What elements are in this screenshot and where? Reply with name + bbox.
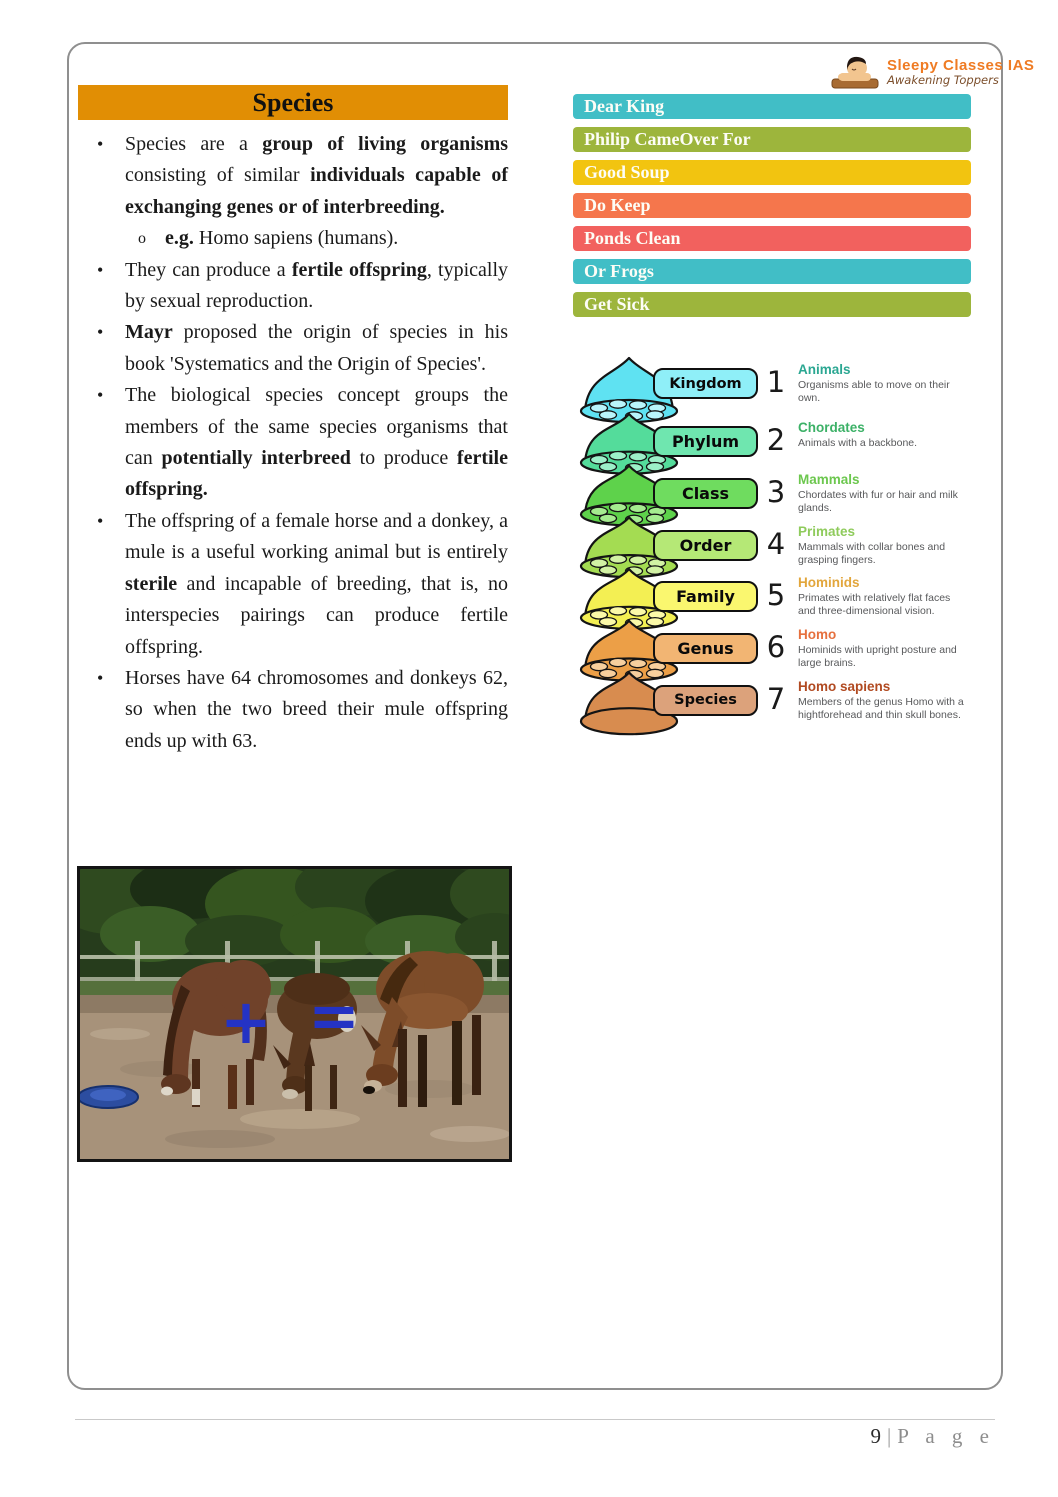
taxonomy-rank-genus: Genus — [653, 633, 758, 664]
sub-bullet-marker: o — [138, 230, 146, 248]
taxonomy-number: 3 — [766, 475, 786, 509]
logo-title: Sleepy Classes IAS — [887, 57, 1035, 75]
bullet-item: • They can produce a fertile offspring, typically by sexual reproduction. — [78, 255, 508, 318]
bullet-item: • The offspring of a female horse and a donkey, a mule is a useful working animal but is entirely sterile and incapable of breeding, that is, no interspecies pairings can produce fertile offspring. — [78, 506, 508, 663]
taxonomy-rank-species: Species — [653, 685, 758, 716]
taxonomy-number: 2 — [766, 423, 786, 458]
sleepy-classes-logo — [830, 50, 1034, 94]
taxonomy-number: 6 — [766, 630, 786, 665]
mnemonic-bar: Good Soup — [573, 160, 971, 185]
page-label: P a g e — [897, 1424, 995, 1448]
taxonomy-description — [798, 679, 966, 722]
taxonomy-number: 7 — [766, 681, 786, 716]
taxonomy-example-name: Animals — [798, 362, 851, 377]
mnemonic-bar: Dear King — [573, 94, 971, 119]
taxonomy-example-text: Animals with a backbone. — [798, 437, 918, 450]
bullet-list — [78, 129, 508, 757]
taxonomy-description — [798, 627, 966, 670]
taxonomy-number: 1 — [766, 365, 786, 399]
taxonomy-rank-class: Class — [653, 478, 758, 509]
footer — [75, 1424, 995, 1449]
taxonomy-example-name: Mammals — [798, 472, 860, 487]
equals-sign: = — [308, 979, 360, 1052]
taxonomy-number: 5 — [766, 578, 786, 613]
taxonomy-example-text: Primates with relatively flat faces and three-dimensional vision. — [798, 592, 951, 618]
taxonomy-example-text: Mammals with collar bones and grasping fingers. — [798, 540, 946, 566]
logo-tagline: Awakening Toppers — [887, 72, 999, 87]
taxonomy-example-text: Members of the genus Homo with a hightforehead and thin skull bones. — [798, 695, 964, 721]
footer-pipe: | — [886, 1424, 892, 1448]
taxonomy-rank-family: Family — [653, 581, 758, 612]
mnemonic-bar: Or Frogs — [573, 259, 971, 284]
bullet-item: • Species are a group of living organisms consisting of similar individuals capable of exchanging genes or of interbreeding. — [78, 129, 508, 223]
taxonomy-description — [798, 362, 966, 405]
bullet-item: • Mayr proposed the origin of species in his book 'Systematics and the Origin of Species'. — [78, 317, 508, 380]
sub-bullet-item: o e.g. Homo sapiens (humans). — [78, 223, 508, 254]
page-number: 9 — [870, 1424, 881, 1448]
blue-dish — [80, 1086, 138, 1108]
taxonomy-rank-kingdom: Kingdom — [653, 368, 758, 399]
taxonomy-description — [798, 472, 966, 515]
mule-photo — [77, 866, 512, 1162]
taxonomy-example-text: Organisms able to move on their own. — [798, 379, 950, 404]
bullet-item: • The biological species concept groups the members of the same species organisms that can potentially interbreed to produce fertile offspring. — [78, 380, 508, 506]
taxonomy-example-text: Chordates with fur or hair and milk glands. — [798, 489, 958, 514]
footer-divider-line — [75, 1419, 995, 1420]
sleeping-student-icon — [830, 50, 882, 94]
taxonomy-example-name: Chordates — [798, 420, 865, 436]
mule-photo-illustration — [80, 869, 509, 1159]
bullet-marker: • — [97, 667, 104, 688]
mnemonic-bar: Philip CameOver For — [573, 127, 971, 152]
bullet-item: • Horses have 64 chromosomes and donkeys 62, so when the two breed their mule offspring ends up with 63. — [78, 663, 508, 757]
mnemonic-bar: Get Sick — [573, 292, 971, 317]
taxonomy-example-name: Primates — [798, 523, 856, 539]
plus-sign: + — [220, 985, 272, 1058]
bullet-marker: • — [97, 134, 104, 154]
taxonomy-description — [798, 524, 966, 567]
mnemonic-list — [573, 94, 971, 325]
bullet-marker: • — [97, 385, 104, 406]
taxonomy-rank-order: Order — [653, 530, 758, 561]
bullet-marker: • — [97, 322, 104, 343]
taxonomy-number: 4 — [766, 526, 786, 561]
taxonomy-description — [798, 420, 966, 450]
taxonomy-example-name: Homo — [798, 627, 837, 643]
taxonomy-example-name: Homo sapiens — [798, 678, 891, 694]
mnemonic-bar: Ponds Clean — [573, 226, 971, 251]
taxonomy-diagram — [575, 352, 987, 748]
taxonomy-description — [798, 575, 966, 618]
bullet-marker: • — [97, 510, 104, 531]
taxonomy-example-text: Hominids with upright posture and large brains. — [798, 644, 957, 670]
taxonomy-rank-phylum: Phylum — [653, 426, 758, 457]
bullet-marker: • — [97, 259, 104, 280]
taxonomy-example-name: Hominids — [798, 575, 860, 591]
section-title: Species — [78, 85, 508, 120]
mnemonic-bar: Do Keep — [573, 193, 971, 218]
